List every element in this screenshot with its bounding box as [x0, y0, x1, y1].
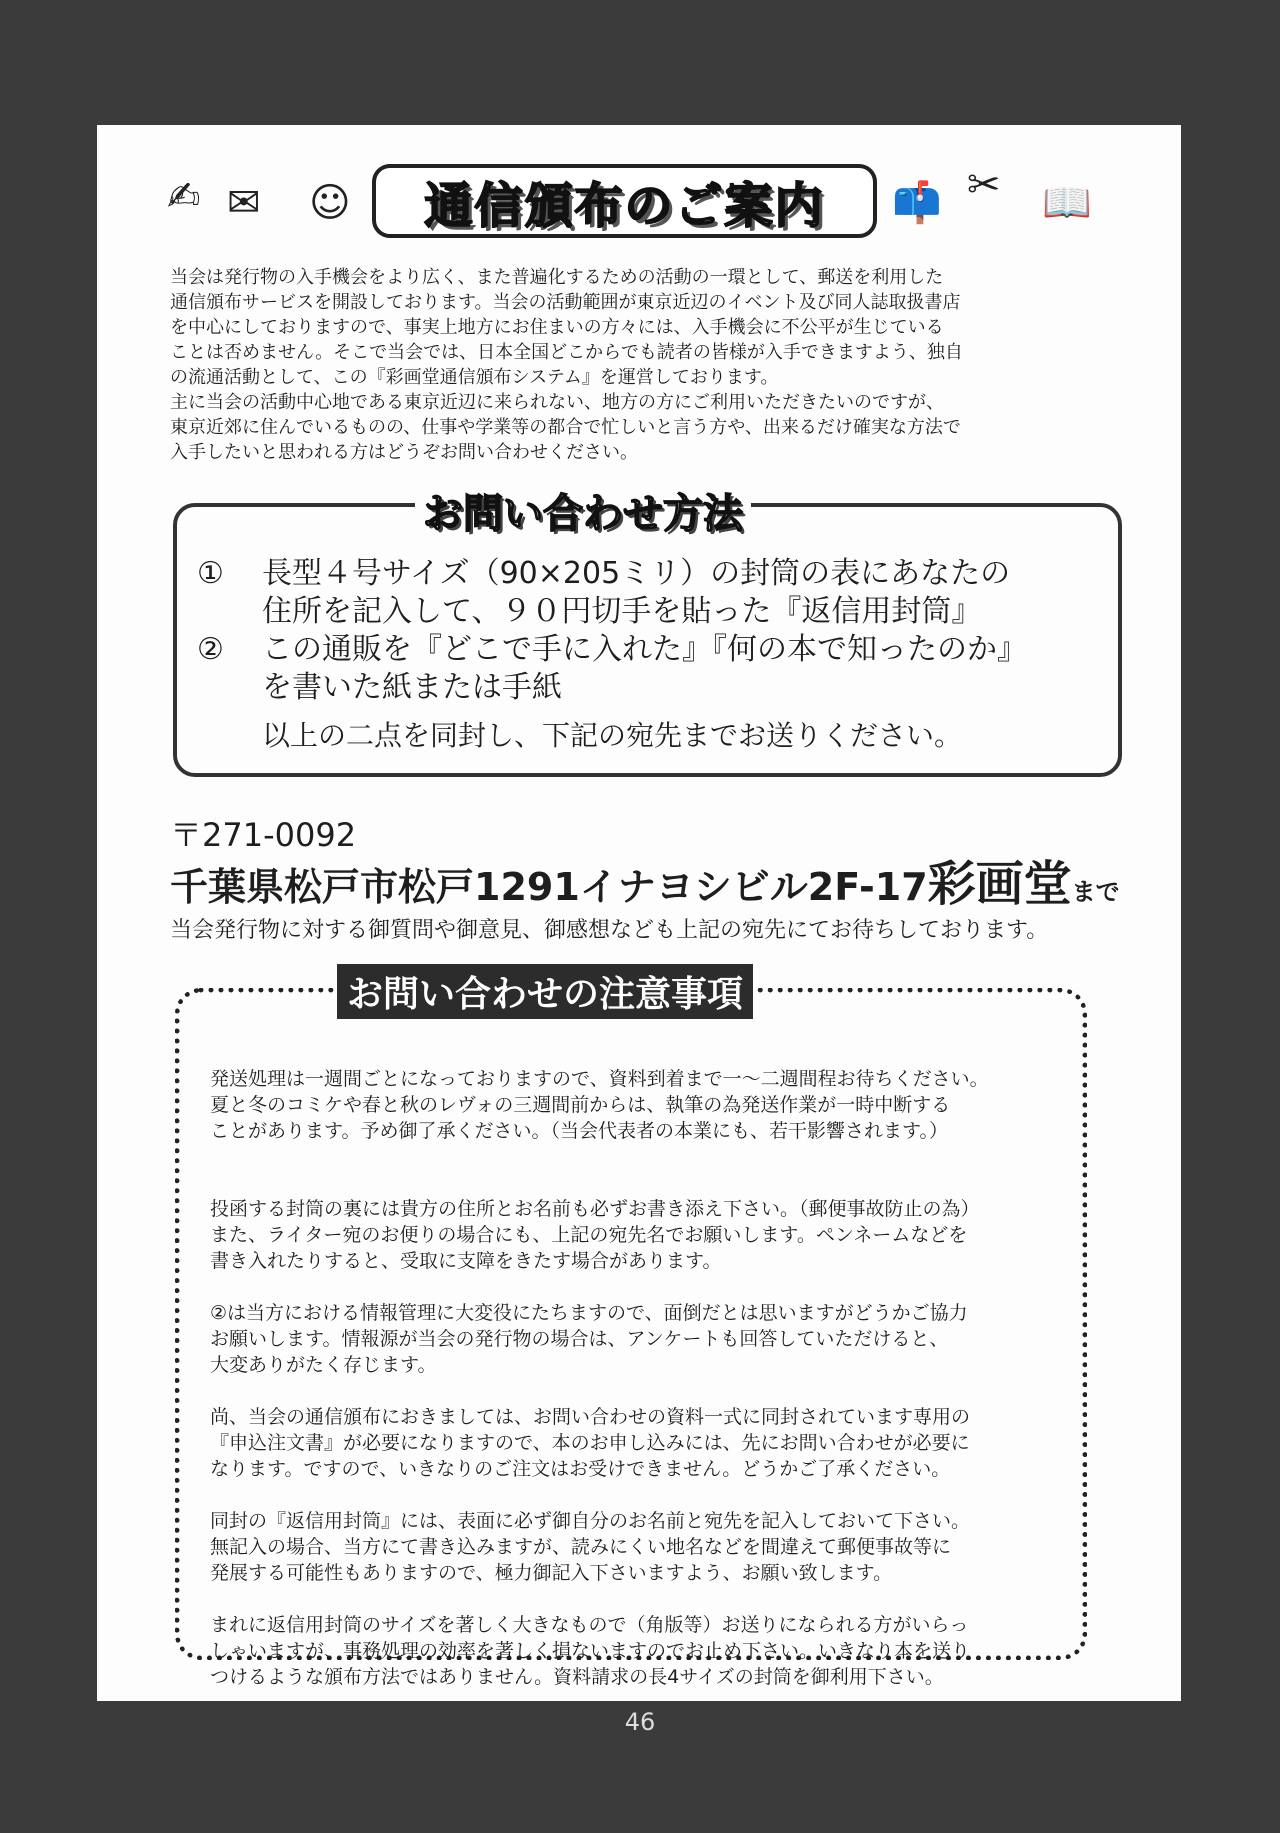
item-line: この通販を『どこで手に入れた』『何の本で知ったのか』 — [262, 632, 1027, 667]
intro-line: 通信頒布サービスを開設しております。当会の活動範囲が東京近辺のイベント及び同人誌取扱書店 — [170, 292, 961, 313]
item-number: ① — [197, 556, 224, 591]
postal-code: 〒271-0092 — [170, 816, 357, 854]
address-suffix: まで — [1071, 878, 1120, 906]
item-1-text — [262, 555, 1010, 631]
page-title: 通信頒布のご案内 — [424, 177, 825, 234]
intro-line: ことは否めません。そこで当会では、日本全国どこからでも読者の皆様が入手できますよう、独自 — [170, 342, 963, 363]
intro-line: 主に当会の活動中心地である東京近辺に来られない、地方の方にご利用いただきたいのですが、 — [170, 392, 944, 413]
notes-line: お願いします。情報源が当会の発行物の場合は、アンケートも回答していただけると、 — [210, 1328, 949, 1350]
item-line: を書いた紙または手紙 — [262, 670, 562, 705]
notes-line: ②は当方における情報管理に大変役にたちますので、面倒だとは思いますがどうかご協力 — [210, 1302, 968, 1324]
notes-line: 投函する封筒の裏には貴方の住所とお名前も必ずお書き添え下さい。（郵便事故防止の為） — [210, 1198, 980, 1220]
method-title: お問い合わせ方法 — [415, 482, 751, 539]
group-name: 彩画堂 — [927, 856, 1072, 912]
notes-line: 同封の『返信用封筒』には、表面に必ず御自分のお名前と宛先を記入しておいて下さい。 — [210, 1510, 971, 1532]
intro-line: 入手したいと思われる方はどうぞお問い合わせください。 — [170, 442, 638, 463]
face-icon: ☺ — [309, 180, 351, 226]
notes-line: 書き入れたりすると、受取に支障をきたす場合があります。 — [210, 1250, 722, 1272]
notes-line: つけるような頒布方法ではありません。資料請求の長4サイズの封筒を御利用下さい。 — [210, 1666, 944, 1688]
notes-line: 大変ありがたく存じます。 — [210, 1354, 437, 1376]
notes-line: 無記入の場合、当方にて書き込みますが、読みにくい地名などを間違えて郵便事故等に — [210, 1536, 952, 1558]
intro-line: 東京近郊に住んでいるものの、仕事や学業等の都合で忙しいと言う方や、出来るだけ確実な方法で — [170, 417, 961, 438]
address-note: 当会発行物に対する御質問や御意見、御感想なども上記の宛先にてお待ちしております。 — [170, 918, 1049, 943]
intro-line: を中心にしておりますので、事実上地方にお住まいの方々には、入手機会に不公平が生じている — [170, 317, 944, 338]
notes-line: 発展する可能性もありますので、極力御記入下さいますよう、お願い致します。 — [210, 1562, 893, 1584]
notes-text: 発送処理は一週間ごとになっておりますので、資料到着まで一～二週間程お待ちください。 夏と冬のコミケや春と秋のレヴォの三週間前からは、執筆の為発送作業が一時中断する ことがあります。予め御了承ください。（当会代表者の本業にも、若干影響されます。） 投函する封筒の裏には貴方の住所とお名前も必ずお書き添え下さい。（郵便事故防止の為） また、ライター宛のお便りの場合にも、上記の宛先名でお願いします。ペンネームなどを 書き入れたりすると、受取に支障をきたす場合があります。 ②は当方における情報管理に大変役にたちますので、面倒だとは思いますがどうかご協力 お願いします。情報源が当会の発行物の場合は、アンケートも回答していただけると、 大変ありがたく存じます。 尚、当会の通信頒布におきましては、お問い合わせの資料一式に同封されています専用の 『申込注文書』が必要になりますので、本のお申し込みには、先にお問い合わせが必要に なります。ですので、いきなりのご注文はお受けできません。どうかご了承ください。 同封の『返信用封筒』には、表面に必ず御自分のお名前と宛先を記入しておいて下さい。 無記入の場合、当方にて書き込みますが、読みにくい地名などを間違えて郵便事故等に 発展する可能性もありますので、極力御記入下さいますよう、お願い致します。 まれに返信用封筒のサイズを著しく大きなもので（角版等）お送りになられる方がいらっ しゃいますが、事務処理の効率を著しく損ないますのでお止め下さい。いきなり本を送り つけるような頒布方法ではありません。資料請求の長4サイズの封筒を御利用下さい。 — [210, 1040, 1090, 1690]
page-number: 46 — [624, 1708, 656, 1736]
notes-line: しゃいますが、事務処理の効率を著しく損ないますのでお止め下さい。いきなり本を送り — [210, 1640, 971, 1662]
item-2-text — [262, 631, 1027, 707]
document-page — [97, 125, 1181, 1701]
intro-line: 当会は発行物の入手機会をより広く、また普遍化するための活動の一環として、郵送を利用した — [170, 267, 944, 288]
notes-line: なります。ですので、いきなりのご注文はお受けできません。どうかご了承ください。 — [210, 1458, 951, 1480]
notes-line: まれに返信用封筒のサイズを著しく大きなもので（角版等）お送りになられる方がいらっ — [210, 1614, 969, 1636]
address-line — [170, 845, 1120, 914]
notes-title: お問い合わせの注意事項 — [337, 964, 753, 1019]
envelope-icon: ✉ — [227, 180, 261, 226]
item-number: ② — [197, 632, 224, 667]
title-box — [372, 164, 877, 238]
item-line: 住所を記入して、９０円切手を貼った『返信用封筒』 — [262, 594, 982, 629]
pen-writing-icon: ✍ — [167, 174, 201, 220]
item-line: 長型４号サイズ（90×205ミリ）の封筒の表にあなたの — [262, 556, 1011, 591]
intro-text — [170, 265, 1090, 465]
intro-line: の流通活動として、この『彩画堂通信頒布システム』を運営しております。 — [170, 367, 779, 388]
scissors-envelope-icon: ✂ — [967, 162, 1001, 208]
notes-line: 『申込注文書』が必要になりますので、本のお申し込みには、先にお問い合わせが必要に — [210, 1432, 970, 1454]
method-footer: 以上の二点を同封し、下記の宛先までお送りください。 — [262, 719, 963, 752]
notes-line: 尚、当会の通信頒布におきましては、お問い合わせの資料一式に同封されています専用の — [210, 1406, 971, 1428]
open-book-icon: 📖 — [1042, 180, 1092, 226]
notes-line: また、ライター宛のお便りの場合にも、上記の宛先名でお願いします。ペンネームなどを — [210, 1224, 968, 1246]
address-text: 千葉県松戸市松戸1291イナヨシビル2F-17 — [170, 865, 928, 909]
mailbox-icon: 📫 — [892, 180, 942, 226]
